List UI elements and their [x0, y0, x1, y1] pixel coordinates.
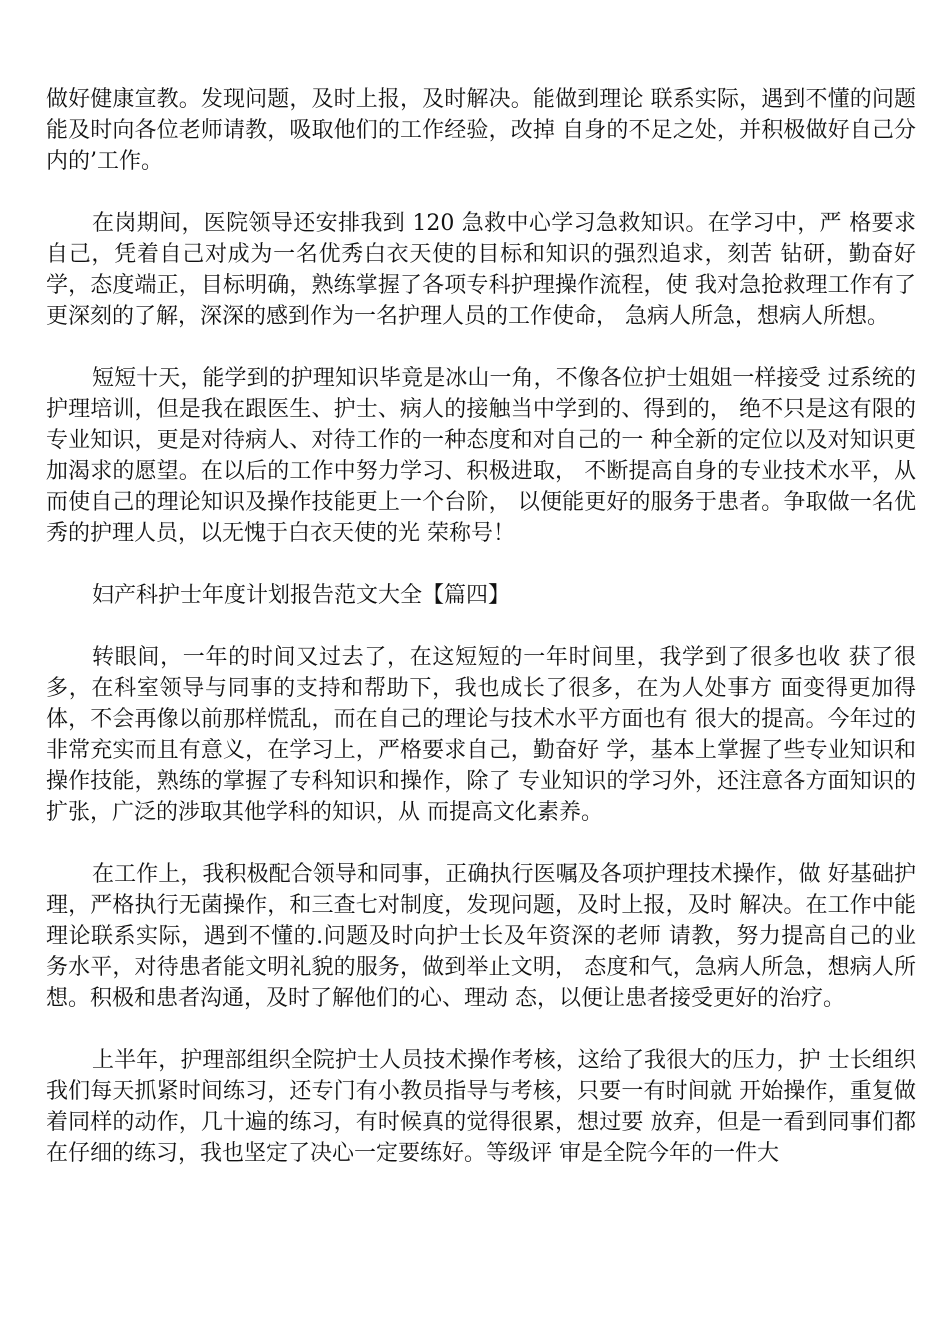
- paragraph-emergency-training: 在岗期间，医院领导还安排我到 120 急救中心学习急救知识。在学习中，严 格要求自己，凭着自己对成为一名优秀白衣天使的目标和知识的强烈追求，刻苦 钻研，勤奋好学，态度端正，目标明确，熟练掌握了各项专科护理操作流程，使 我对急抢救理工作有了更深刻的了解，深深的感到作为一名护理人员的工作使命， 急病人所急，想病人所想。: [46, 211, 916, 329]
- paragraph-assessment: 上半年，护理部组织全院护士人员技术操作考核，这给了我很大的压力，护 士长组织我们每天抓紧时间练习，还专门有小教员指导与考核，只要一有时间就 开始操作，重复做着同样的动作，几十遍的练习，有时候真的觉得很累，想过要 放弃，但是一看到同事们都在仔细的练习，我也坚定了决心一定要练好。等级评 审是全院今年的一件大: [46, 1048, 916, 1166]
- section-heading: 妇产科护士年度计划报告范文大全【篇四】: [92, 583, 511, 608]
- paragraph-ten-days: 短短十天，能学到的护理知识毕竟是冰山一角，不像各位护士姐姐一样接受 过系统的护理培训，但是我在跟医生、护士、病人的接触当中学到的、得到的， 绝不只是这有限的专业知识，更是对待病人、对待工作的一种态度和对自己的一 种全新的定位以及对知识更加渴求的愿望。在以后的工作中努力学习、积极进取， 不断提高自身的专业技术水平，从而使自己的理论知识及操作技能更上一个台阶， 以便能更好的服务于患者。争取做一名优秀的护理人员，以无愧于白衣天使的光 荣称号！: [46, 366, 916, 546]
- document-page: [46, 84, 916, 1169]
- paragraph-continuation: 做好健康宣教。发现问题，及时上报，及时解决。能做到理论 联系实际，遇到不懂的问题能及时向各位老师请教，吸取他们的工作经验，改掉 自身的不足之处，并积极做好自己分内的’工作。: [46, 87, 916, 174]
- paragraph-work: 在工作上，我积极配合领导和同事，正确执行医嘱及各项护理技术操作，做 好基础护理，严格执行无菌操作，和三查七对制度，发现问题，及时上报，及时 解决。在工作中能理论联系实际，遇到不懂的.问题及时向护士长及年资深的老师 请教，努力提高自己的业务水平，对待患者能文明礼貌的服务，做到举止文明， 态度和气，急病人所急，想病人所想。积极和患者沟通，及时了解他们的心、理动 态，以便让患者接受更好的治疗。: [46, 862, 916, 1011]
- paragraph-year-review: 转眼间，一年的时间又过去了，在这短短的一年时间里，我学到了很多也收 获了很多，在科室领导与同事的支持和帮助下，我也成长了很多，在为人处事方 面变得更加得体，不会再像以前那样慌乱，而在自己的理论与技术水平方面也有 很大的提高。今年过的非常充实而且有意义，在学习上，严格要求自己，勤奋好 学，基本上掌握了些专业知识和操作技能，熟练的掌握了专科知识和操作，除了 专业知识的学习外，还注意各方面知识的扩张，广泛的涉取其他学科的知识，从 而提高文化素养。: [46, 645, 916, 825]
